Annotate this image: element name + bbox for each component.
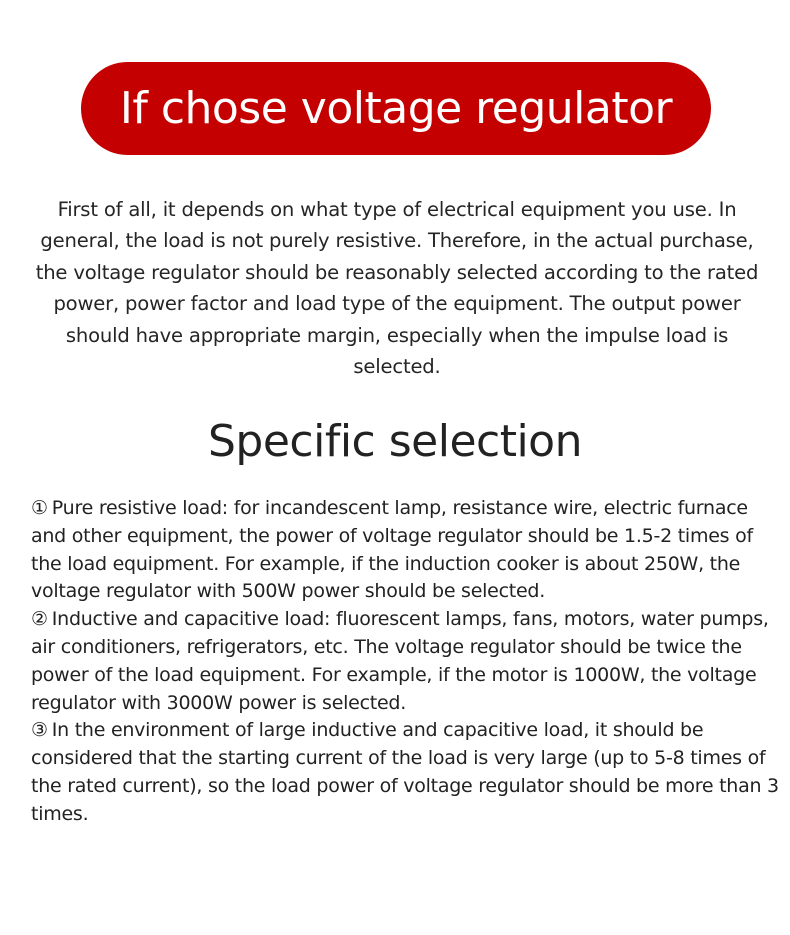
list-item <box>31 495 779 606</box>
item-number-marker: ② <box>31 608 48 631</box>
item-text: Inductive and capacitive load: fluorescent lamps, fans, motors, water pumps, air conditioners, refrigerators, etc. The voltage regulator should be twice the power of the load equipment. For example, if the motor is 1000W, the voltage regulator with 3000W power is selected. <box>31 608 769 714</box>
intro-paragraph: First of all, it depends on what type of electrical equipment you use. In general, the load is not purely resistive. Therefore, in the actual purchase, the voltage regulator should be reasonably selected according to the rated power, power factor and load type of the equipment. The output power should have appropriate margin, especially when the impulse load is selected. <box>35 197 759 379</box>
list-item <box>31 606 779 717</box>
section-heading: Specific selection <box>207 416 582 467</box>
page-title: If chose voltage regulator <box>119 83 673 134</box>
title-banner <box>81 62 711 155</box>
list-item <box>31 717 779 828</box>
item-number-marker: ① <box>31 497 48 519</box>
item-text: In the environment of large inductive and capacitive load, it should be considered that the starting current of the load is very large (up to 5-8 times of the rated current), so the load power of voltage regulator should be more than 3 times. <box>31 719 779 825</box>
item-number-marker: ③ <box>31 719 48 742</box>
item-text: Pure resistive load: for incandescent lamp, resistance wire, electric furnace and other equipment, the power of voltage regulator should be 1.5-2 times of the load equipment. For example, if the induction cooker is about 250W, the voltage regulator with 500W power should be selected. <box>31 497 753 603</box>
selection-list <box>31 495 779 829</box>
